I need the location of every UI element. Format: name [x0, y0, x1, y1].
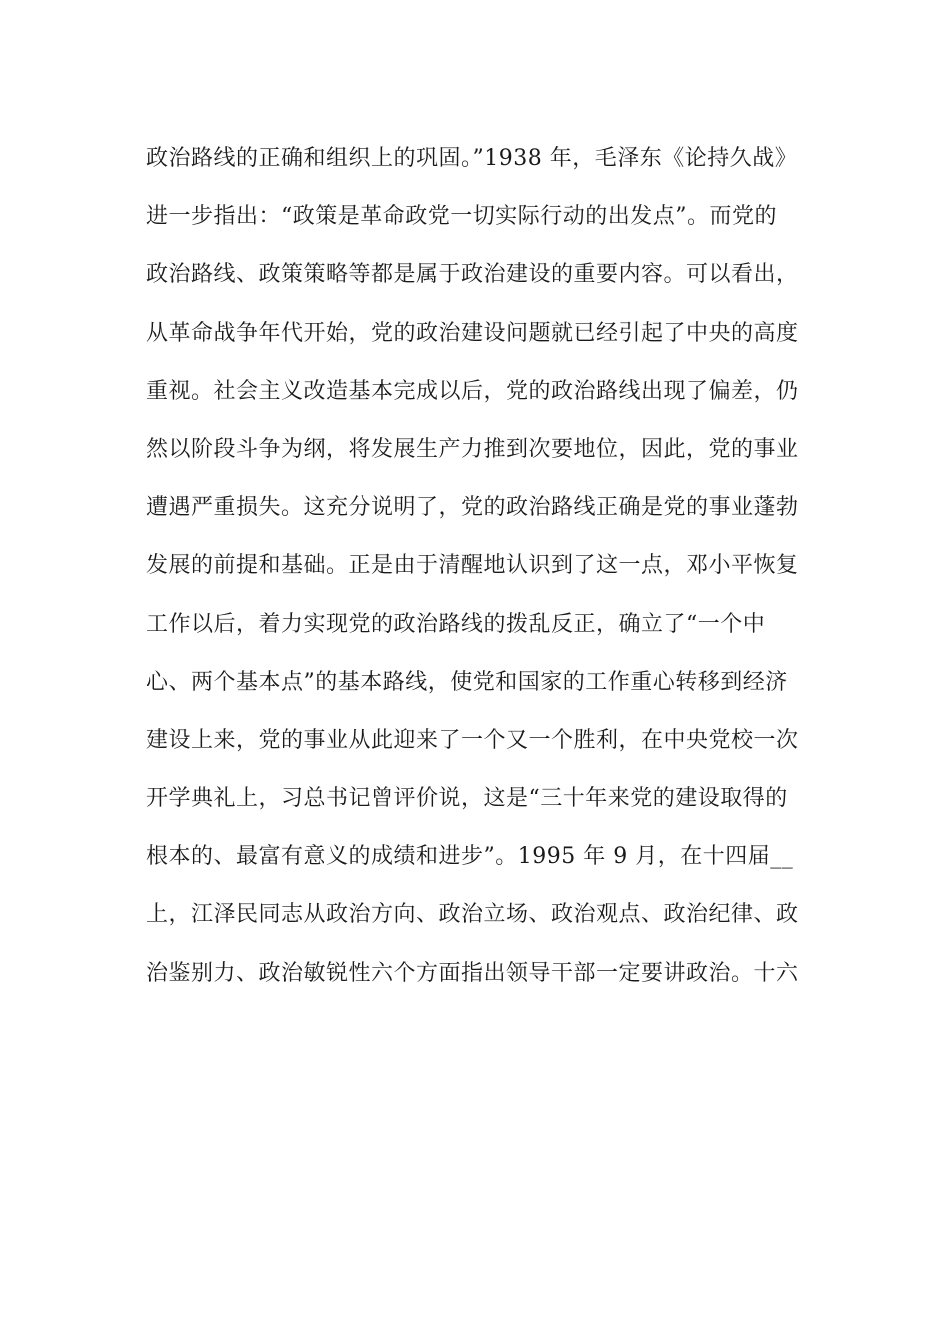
text-line: 开学典礼上，习总书记曾评价说，这是“三十年来党的建设取得的: [146, 786, 788, 812]
text-line: 政治路线、政策策略等都是属于政治建设的重要内容。可以看出，: [146, 262, 799, 288]
text-line: 根本的、最富有意义的成绩和进步”。1995 年 9 月，在十四届__: [146, 844, 794, 870]
text-line: 治鉴别力、政治敏锐性六个方面指出领导干部一定要讲政治。十六: [146, 960, 799, 986]
text-line: 遭遇严重损失。这充分说明了，党的政治路线正确是党的事业蓬勃: [146, 495, 799, 521]
text-line: 重视。社会主义改造基本完成以后，党的政治路线出现了偏差，仍: [146, 378, 799, 404]
text-line: 进一步指出：“政策是革命政党一切实际行动的出发点”。而党的: [146, 204, 777, 230]
text-line: 心、两个基本点”的基本路线，使党和国家的工作重心转移到经济: [146, 669, 788, 695]
text-line: 政治路线的正确和组织上的巩固。”1938 年，毛泽东《论持久战》: [146, 146, 798, 171]
text-line: 从革命战争年代开始，党的政治建设问题就已经引起了中央的高度: [146, 320, 799, 346]
text-line: 上，江泽民同志从政治方向、政治立场、政治观点、政治纪律、政: [146, 902, 799, 928]
body-text: [146, 130, 806, 1003]
text-line: 然以阶段斗争为纲，将发展生产力推到次要地位，因此，党的事业: [146, 436, 799, 462]
text-line: 发展的前提和基础。正是由于清醒地认识到了这一点，邓小平恢复: [146, 553, 799, 579]
text-line: 建设上来，党的事业从此迎来了一个又一个胜利，在中央党校一次: [146, 727, 799, 753]
text-line: 工作以后，着力实现党的政治路线的拨乱反正，确立了“一个中: [146, 611, 766, 637]
